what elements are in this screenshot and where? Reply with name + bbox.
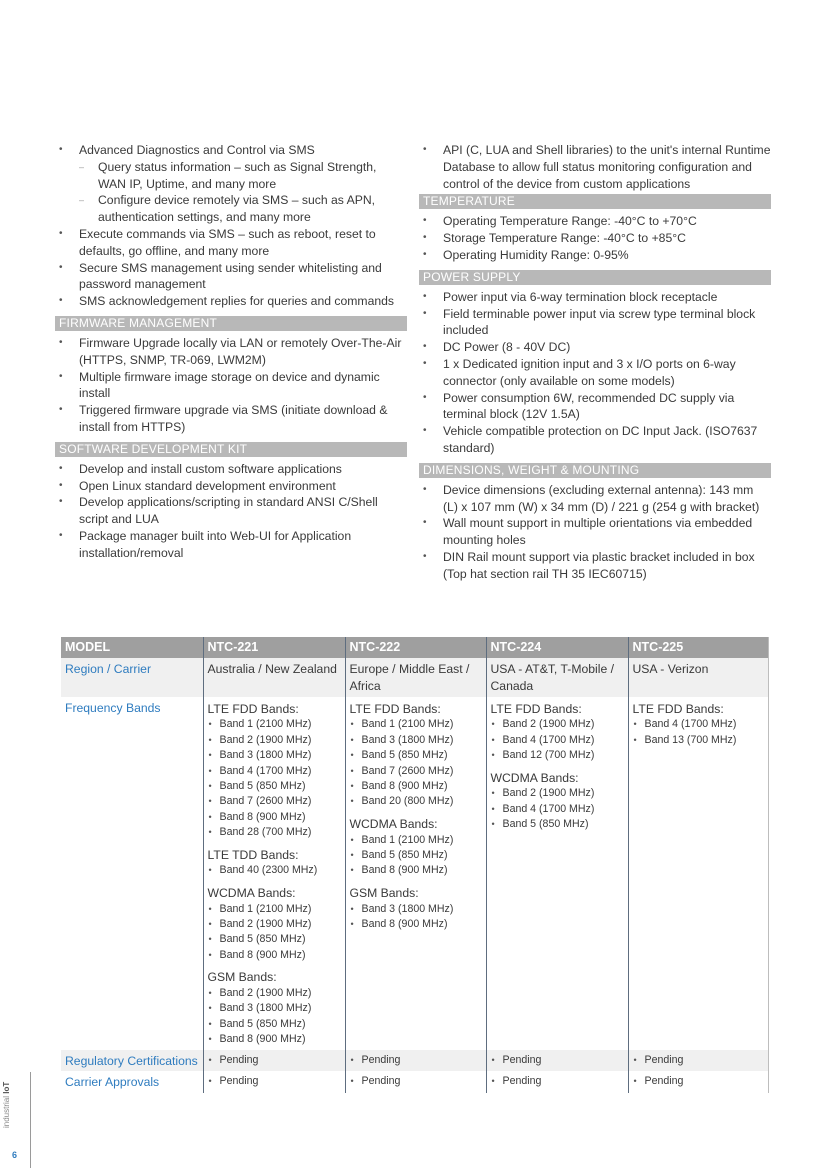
list-item: • SMS acknowledgement replies for queries and commands: [55, 293, 407, 310]
band-item: • Band 2 (1900 MHz): [208, 917, 341, 932]
footer-divider: [30, 1072, 31, 1168]
footer-brand: industrial IoT: [2, 1081, 11, 1128]
band-item: • Band 5 (850 MHz): [208, 1017, 341, 1032]
band-group-title: LTE FDD Bands:: [490, 701, 582, 716]
list-item: • Pending: [491, 1053, 624, 1068]
section-heading-dimensions: DIMENSIONS, WEIGHT & MOUNTING: [419, 463, 771, 478]
band-group: [350, 816, 482, 879]
list-item: • Pending: [208, 1053, 341, 1068]
list-item: • Package manager built into Web-UI for Application installation/removal: [55, 528, 407, 562]
band-group-title: LTE FDD Bands:: [349, 701, 441, 716]
row-label-regulatory: Regulatory Certifications: [61, 1050, 203, 1072]
band-list: [491, 786, 624, 832]
page-number: 6: [12, 1150, 18, 1160]
model-spec-table: [61, 637, 769, 1093]
list-item: • Execute commands via SMS – such as reboot, reset to defaults, go offline, and many more: [55, 226, 407, 260]
band-item: • Band 5 (850 MHz): [350, 748, 482, 763]
band-item: • Band 5 (850 MHz): [208, 779, 341, 794]
band-item: • Band 4 (1700 MHz): [633, 717, 764, 732]
band-group-title: GSM Bands:: [349, 885, 419, 900]
list-item: • Advanced Diagnostics and Control via SMS – Query status information – such as Signal Strength, WAN IP, Uptime, and many more – Configure device remotely via SMS – such as APN, authentication settings, and many more: [55, 142, 407, 226]
list-item: • Field terminable power input via screw type terminal block included: [419, 306, 771, 340]
band-item: • Band 4 (1700 MHz): [491, 802, 624, 817]
row-label-region: Region / Carrier: [61, 658, 203, 697]
band-item: • Band 5 (850 MHz): [491, 817, 624, 832]
table-header-ntc-224: NTC-224: [486, 637, 628, 658]
frequency-cell-ntc-225: [628, 697, 768, 1050]
band-group-title: WCDMA Bands:: [207, 885, 296, 900]
table-header-ntc-225: NTC-225: [628, 637, 768, 658]
firmware-list: [55, 335, 407, 436]
band-group-title: WCDMA Bands:: [349, 816, 438, 831]
table-cell: [345, 1071, 486, 1093]
right-column: [419, 142, 771, 583]
list-item: • Pending: [491, 1074, 624, 1089]
band-item: • Band 2 (1900 MHz): [208, 986, 341, 1001]
table-cell: USA - AT&T, T-Mobile / Canada: [486, 658, 628, 697]
table-cell: [345, 1050, 486, 1072]
list-item: • Multiple firmware image storage on device and dynamic install: [55, 369, 407, 403]
list-item: • Storage Temperature Range: -40°C to +85°C: [419, 230, 771, 247]
band-list: [350, 717, 482, 809]
table-cell: USA - Verizon: [628, 658, 768, 697]
section-heading-temperature: TEMPERATURE: [419, 194, 771, 209]
list-item: • DIN Rail mount support via plastic bracket included in box (Top hat section rail TH 35 IEC60715): [419, 549, 771, 583]
section-heading-sdk: SOFTWARE DEVELOPMENT KIT: [55, 442, 407, 457]
band-group: [350, 885, 482, 933]
table-cell: [486, 1071, 628, 1093]
band-item: • Band 4 (1700 MHz): [208, 764, 341, 779]
table-header-model: MODEL: [61, 637, 203, 658]
table-header-ntc-221: NTC-221: [203, 637, 345, 658]
band-group: [491, 770, 624, 833]
sub-list-item: – Query status information – such as Signal Strength, WAN IP, Uptime, and many more: [79, 159, 407, 193]
band-item: • Band 4 (1700 MHz): [491, 733, 624, 748]
api-list: [419, 142, 771, 192]
band-item: • Band 2 (1900 MHz): [491, 786, 624, 801]
band-item: • Band 1 (2100 MHz): [350, 717, 482, 732]
table-row-carrier: [61, 1071, 768, 1093]
table-cell: [203, 1071, 345, 1093]
list-item: • API (C, LUA and Shell libraries) to the unit's internal Runtime Database to allow full status monitoring configuration and control of the device from custom applications: [419, 142, 771, 192]
band-item: • Band 8 (900 MHz): [350, 917, 482, 932]
frequency-cell-ntc-221: [203, 697, 345, 1050]
band-group-title: LTE FDD Bands:: [207, 701, 299, 716]
list-item: • Secure SMS management using sender whitelisting and password management: [55, 260, 407, 294]
list-item: • DC Power (8 - 40V DC): [419, 339, 771, 356]
band-group: [491, 701, 624, 764]
band-group: [208, 847, 341, 879]
frequency-cell-ntc-224: [486, 697, 628, 1050]
band-item: • Band 12 (700 MHz): [491, 748, 624, 763]
band-item: • Band 7 (2600 MHz): [208, 794, 341, 809]
band-item: • Band 2 (1900 MHz): [208, 733, 341, 748]
band-group-title: GSM Bands:: [207, 970, 277, 985]
band-list: [208, 902, 341, 964]
band-item: • Band 1 (2100 MHz): [208, 717, 341, 732]
band-list: [633, 717, 764, 748]
list-item: • Firmware Upgrade locally via LAN or remotely Over-The-Air (HTTPS, SNMP, TR-069, LWM2M): [55, 335, 407, 369]
power-list: [419, 289, 771, 457]
list-item: • Pending: [350, 1074, 482, 1089]
table-cell: [486, 1050, 628, 1072]
table-cell: [203, 1050, 345, 1072]
band-list: [208, 863, 341, 878]
list-item: • Pending: [350, 1053, 482, 1068]
band-item: • Band 1 (2100 MHz): [350, 833, 482, 848]
table-row-frequency: [61, 697, 768, 1050]
band-group: [633, 701, 764, 749]
band-item: • Band 3 (1800 MHz): [350, 733, 482, 748]
band-list: [208, 717, 341, 840]
list-item: • Pending: [633, 1074, 764, 1089]
band-item: • Band 13 (700 MHz): [633, 733, 764, 748]
list-item: • Power consumption 6W, recommended DC supply via terminal block (12V 1.5A): [419, 390, 771, 424]
band-list: [208, 986, 341, 1048]
sub-list: [79, 159, 407, 226]
sdk-list: [55, 461, 407, 562]
band-list: [350, 902, 482, 933]
list-item: • Vehicle compatible protection on DC Input Jack. (ISO7637 standard): [419, 423, 771, 457]
row-label-frequency: Frequency Bands: [65, 700, 161, 715]
band-group: [208, 701, 341, 841]
sms-feature-list: [55, 142, 407, 310]
band-item: • Band 5 (850 MHz): [208, 932, 341, 947]
table-cell: Europe / Middle East / Africa: [345, 658, 486, 697]
table-row-region: [61, 658, 768, 697]
section-heading-power: POWER SUPPLY: [419, 270, 771, 285]
band-item: • Band 3 (1800 MHz): [350, 902, 482, 917]
list-item: • Operating Temperature Range: -40°C to +70°C: [419, 213, 771, 230]
band-item: • Band 8 (900 MHz): [208, 1032, 341, 1047]
list-item: • Open Linux standard development environment: [55, 478, 407, 495]
list-item: • Operating Humidity Range: 0-95%: [419, 247, 771, 264]
table-cell: [628, 1050, 768, 1072]
band-item: • Band 7 (2600 MHz): [350, 764, 482, 779]
list-item: • Develop applications/scripting in standard ANSI C/Shell script and LUA: [55, 494, 407, 528]
list-item: • Device dimensions (excluding external antenna): 143 mm (L) x 107 mm (W) x 34 mm (D) / 221 g (254 g with bracket): [419, 482, 771, 516]
band-group: [350, 701, 482, 810]
band-item: • Band 8 (900 MHz): [208, 948, 341, 963]
list-item: • 1 x Dedicated ignition input and 3 x I/O ports on 6-way connector (only available on some models): [419, 356, 771, 390]
band-group: [208, 969, 341, 1047]
frequency-cell-ntc-222: [345, 697, 486, 1050]
table-row-regulatory: [61, 1050, 768, 1072]
band-item: • Band 3 (1800 MHz): [208, 748, 341, 763]
band-group-title: LTE FDD Bands:: [632, 701, 724, 716]
table-header-row: [61, 637, 768, 658]
left-column: [55, 142, 407, 562]
dimensions-list: [419, 482, 771, 583]
table-cell: Australia / New Zealand: [203, 658, 345, 697]
band-item: • Band 40 (2300 MHz): [208, 863, 341, 878]
band-item: • Band 20 (800 MHz): [350, 794, 482, 809]
band-item: • Band 8 (900 MHz): [350, 863, 482, 878]
table-cell: [628, 1071, 768, 1093]
band-item: • Band 1 (2100 MHz): [208, 902, 341, 917]
band-list: [350, 833, 482, 879]
temperature-list: [419, 213, 771, 263]
band-item: • Band 2 (1900 MHz): [491, 717, 624, 732]
band-item: • Band 28 (700 MHz): [208, 825, 341, 840]
table-header-ntc-222: NTC-222: [345, 637, 486, 658]
list-item: • Power input via 6-way termination block receptacle: [419, 289, 771, 306]
band-group: [208, 885, 341, 963]
list-item: • Pending: [208, 1074, 341, 1089]
band-item: • Band 8 (900 MHz): [350, 779, 482, 794]
section-heading-firmware: FIRMWARE MANAGEMENT: [55, 316, 407, 331]
band-list: [491, 717, 624, 763]
band-group-title: LTE TDD Bands:: [207, 847, 299, 862]
list-item: • Wall mount support in multiple orientations via embedded mounting holes: [419, 515, 771, 549]
band-item: • Band 3 (1800 MHz): [208, 1001, 341, 1016]
band-group-title: WCDMA Bands:: [490, 770, 579, 785]
row-label-carrier: Carrier Approvals: [65, 1075, 160, 1090]
list-item: • Triggered firmware upgrade via SMS (initiate download & install from HTTPS): [55, 402, 407, 436]
band-item: • Band 8 (900 MHz): [208, 810, 341, 825]
sub-list-item: – Configure device remotely via SMS – such as APN, authentication settings, and many more: [79, 192, 407, 226]
band-item: • Band 5 (850 MHz): [350, 848, 482, 863]
list-item: • Pending: [633, 1053, 764, 1068]
list-item: • Develop and install custom software applications: [55, 461, 407, 478]
